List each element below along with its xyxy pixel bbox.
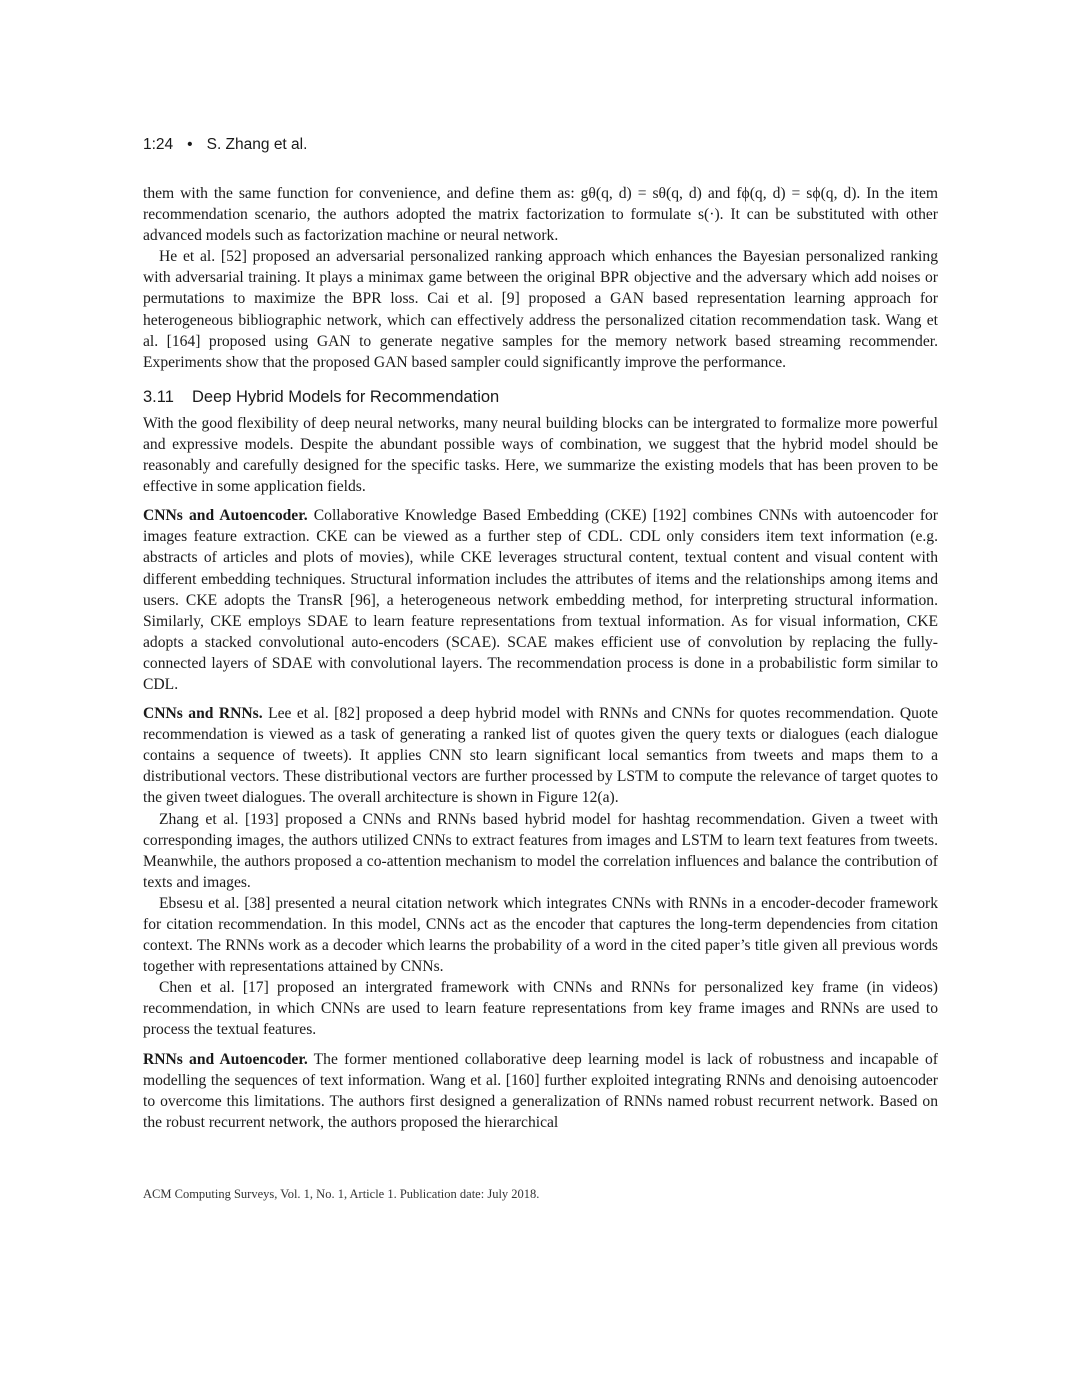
- header-authors: S. Zhang et al.: [206, 136, 308, 153]
- paragraph-hybrid-intro: With the good flexibility of deep neural networks, many neural building blocks can be intergrated to formalize more powerful and expressive models. Despite the abundant possible ways of combination, we suggest that the hybrid model should be reasonably and carefully designed for the specific tasks. Here, we summarize the existing models that has been proven to be effective in some application fields.: [143, 414, 938, 496]
- paragraph-key-frame: Chen et al. [17] proposed an intergrated framework with CNNs and RNNs for personalized key frame (in videos) recommendation, in which CNNs are used to learn feature representations from key frame images and RNNs are used to process the textual features.: [143, 979, 938, 1039]
- paragraph-text: Lee et al. [82] proposed a deep hybrid model with RNNs and CNNs for quotes recommendation. Quote recommendation is viewed as a task of generating a ranked list of quotes given the query texts or dialogues (each dialogue contains a sequence of tweets). It applies CNN sto learn significant local semantics from tweets and maps them to a distributional vectors. These distributional vectors are further processed by LSTM to compute the relevance of target quotes to the given tweet dialogues. The overall architecture is shown in Figure 12(a).: [143, 705, 938, 807]
- run-in-heading-cnn-autoencoder: CNNs and Autoencoder.: [143, 507, 308, 525]
- section-number: 3.11: [143, 387, 174, 406]
- paragraph-text: The former mentioned collaborative deep learning model is lack of robustness and incapable of modelling the sequences of text information. Wang et al. [160] further exploited integrating RNNs and denoising autoencoder to overcome this limitations. The authors first designed a generalization of RNNs named robust recurrent network. Based on the robust recurrent network, the authors proposed the hierarchical: [143, 1050, 938, 1131]
- running-header: [143, 136, 307, 154]
- paragraph-cnn-autoencoder: [143, 505, 938, 695]
- paragraph-gan-continued: them with the same function for convenience, and define them as: gθ(q, d) = sθ(q, d) and fϕ(q, d) = sϕ(q, d). In the item recommendation scenario, the authors adopted the matrix factorization to formulate s(·). It can be substituted with other advanced models such as factorization machine or neural network.: [143, 185, 938, 245]
- header-separator: •: [187, 136, 193, 153]
- paragraph-rnn-autoencoder: [143, 1049, 938, 1133]
- paragraph-citation-network: Ebsesu et al. [38] presented a neural citation network which integrates CNNs with RNNs in a encoder-decoder framework for citation recommendation. In this model, CNNs act as the encoder that captures the long-term dependencies from citation context. The RNNs work as a decoder which learns the probability of a word in the cited paper’s title given all previous words together with representations attained by CNNs.: [143, 894, 938, 976]
- page-body: [143, 183, 938, 1133]
- run-in-heading-rnn-autoencoder: RNNs and Autoencoder.: [143, 1050, 308, 1068]
- section-title: Deep Hybrid Models for Recommendation: [192, 387, 500, 406]
- paragraph-text: Collaborative Knowledge Based Embedding (CKE) [192] combines CNNs with autoencoder for images feature extraction. CKE can be viewed as a further step of CDL. CDL only considers item text information (e.g. abstracts of articles and plots of movies), while CKE leverages structural content, textual content and visual content with different embedding techniques. Structural information includes the attributes of items and the relationships among items and users. CKE adopts the TransR [96], a heterogeneous network embedding method, for interpreting structural information. Similarly, CKE employs SDAE to learn feature representations from textual information. As for visual information, CKE adopts a stacked convolutional auto-encoders (SCAE). SCAE makes efficient use of convolution by replacing the fully-connected layers of SDAE with convolutional layers. The recommendation process is done in a probabilistic form similar to CDL.: [143, 507, 938, 693]
- paragraph-cnn-rnn: [143, 703, 938, 808]
- section-heading: [143, 386, 938, 408]
- paragraph-hashtag: Zhang et al. [193] proposed a CNNs and RNNs based hybrid model for hashtag recommendation. Given a tweet with corresponding images, the authors utilized CNNs to extract features from images and LSTM to learn text features from tweets. Meanwhile, the authors proposed a co-attention mechanism to model the correlation influences and balance the contribution of texts and images.: [143, 810, 938, 891]
- run-in-heading-cnn-rnn: CNNs and RNNs.: [143, 705, 263, 723]
- page-number: 1:24: [143, 136, 174, 153]
- running-footer: ACM Computing Surveys, Vol. 1, No. 1, Article 1. Publication date: July 2018.: [143, 1187, 540, 1201]
- paragraph-adversarial-ranking: He et al. [52] proposed an adversarial personalized ranking approach which enhances the Bayesian personalized ranking with adversarial training. It plays a minimax game between the original BPR objective and the adversary which add noises or permutations to maximize the BPR loss. Cai et al. [9] proposed a GAN based representation learning approach for heterogeneous bibliographic network, which can effectively address the personalized citation recommendation task. Wang et al. [164] proposed using GAN to generate negative samples for the memory network based streaming recommender. Experiments show that the proposed GAN based sampler could significantly improve the performance.: [143, 248, 938, 371]
